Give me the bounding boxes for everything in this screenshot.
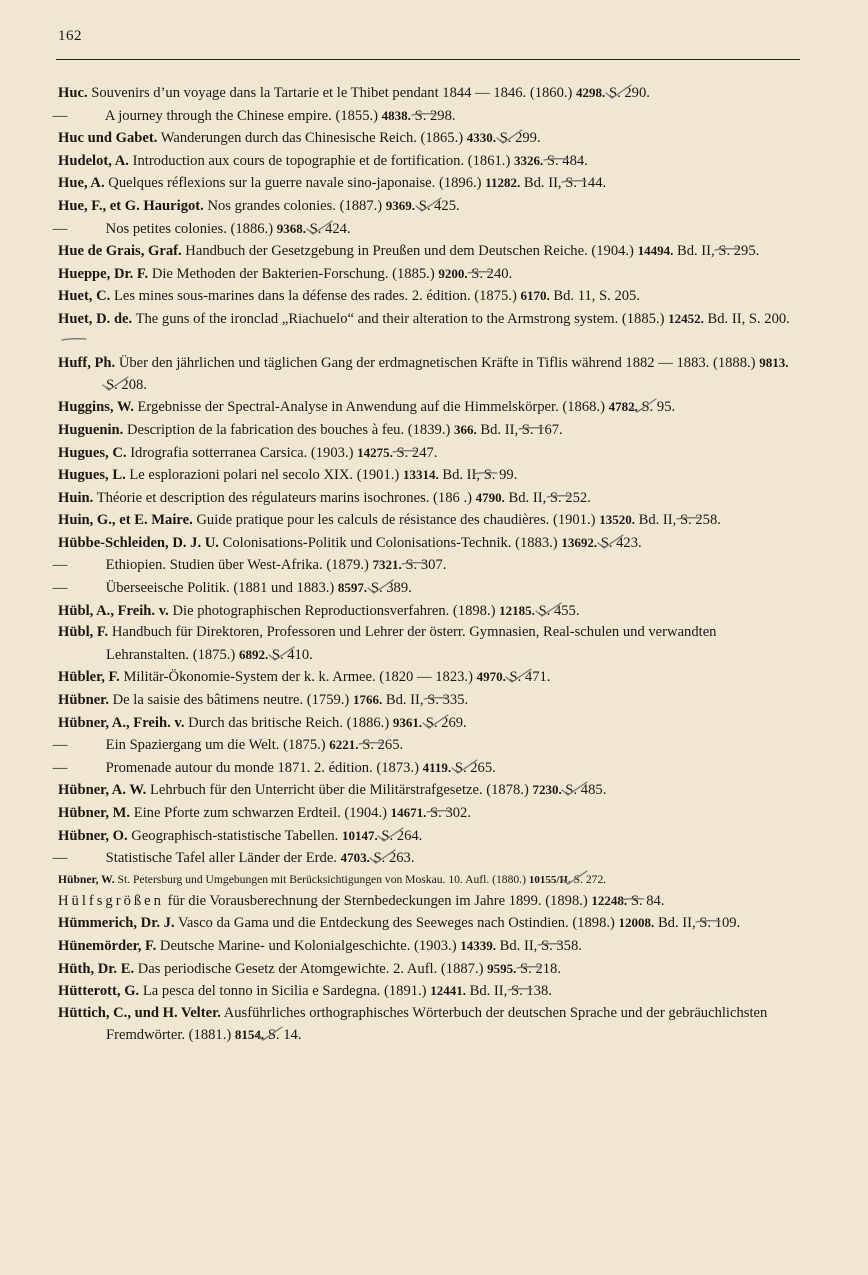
entry-title: Die photographischen Reproductionsverfahren. (1898.) <box>172 602 496 619</box>
entry-catalog-number: 9361. <box>392 714 423 730</box>
entry-catalog-number: 12185. <box>499 602 535 618</box>
ditto-dash: — <box>52 759 68 776</box>
entry-page-ref: S. 424. <box>309 220 351 237</box>
entry-title: Nos grandes colonies. (1887.) <box>207 197 383 214</box>
entry-title: Durch das britische Reich. (1886.) <box>188 714 390 731</box>
catalog-entry <box>58 802 798 825</box>
entry-page-ref: S. 240. <box>471 265 513 282</box>
catalog-entry <box>58 487 798 510</box>
entry-page-ref: Bd. II, S. 358. <box>499 937 582 954</box>
entry-author: Hübner. <box>58 692 109 709</box>
entry-page-ref: Bd. II, S. 200. <box>707 310 790 327</box>
entry-page-ref: Bd. II, S. 138. <box>469 983 552 1000</box>
entry-title: De la saisie des bâtimens neutre. (1759.) <box>112 692 350 709</box>
entry-catalog-number: 13692. <box>561 534 598 550</box>
pencil-checkmark-icon <box>414 580 444 594</box>
entry-catalog-number: 13314. <box>402 467 439 483</box>
entry-catalog-number: 9595. <box>487 960 517 976</box>
catalog-entry <box>58 308 798 352</box>
entry-title: Militär-Ökonomie-System der k. k. Armee. (1820 — 1823.) <box>123 669 473 686</box>
entry-catalog-number: 14671. <box>390 805 427 820</box>
entry-page-ref: S. 423. <box>600 534 642 551</box>
catalog-entry <box>58 958 798 981</box>
entry-page-ref: S. 290. <box>608 85 650 101</box>
entry-author: Hugues, L. <box>58 467 126 484</box>
pencil-dash-icon <box>593 490 623 504</box>
pencil-checkmark-icon <box>608 871 638 885</box>
entry-catalog-number: 6221. <box>329 737 359 753</box>
entry-title: Ergebnisse der Spectral-Analyse in Anwendung auf die Himmelskörper. (1868.) <box>137 399 605 416</box>
entry-title: Deutsche Marine- und Kolonialgeschichte. (1903.) <box>159 937 457 954</box>
entry-title: Überseeische Politik. (1881 und 1883.) <box>105 580 335 597</box>
entry-page-ref: Bd. II, S. 167. <box>480 421 563 438</box>
pencil-checkmark-icon <box>315 647 345 661</box>
pencil-checkmark-icon <box>416 850 446 864</box>
entry-author: Hübbe-Schleiden, D. J. U. <box>58 534 219 551</box>
entry-catalog-number: 14339. <box>460 937 496 953</box>
entry-page-ref: S. 484. <box>546 152 588 169</box>
pencil-dash-icon <box>473 805 503 819</box>
entry-page-ref: S. 410. <box>271 646 313 663</box>
ditto-dash: — <box>52 580 68 597</box>
entry-title: Eine Pforte zum schwarzen Erdteil. (1904.) <box>133 805 387 821</box>
pencil-checkmark-icon <box>303 1027 333 1041</box>
entry-catalog-number: 13520. <box>599 512 635 528</box>
entry-title: Le esplorazioni polari nel secolo XIX. (1901.) <box>129 467 400 484</box>
catalog-entry <box>58 890 798 913</box>
pencil-checkmark-icon <box>462 198 492 212</box>
pencil-dash-icon <box>519 467 549 481</box>
entry-catalog-number: 8154. <box>234 1027 265 1043</box>
pencil-dash-icon <box>590 153 620 167</box>
entry-catalog-number: 1766. <box>352 692 383 708</box>
ditto-dash: — <box>52 850 68 867</box>
entry-author: Hübner, M. <box>58 805 131 821</box>
entry-author: Hugues, C. <box>58 444 127 461</box>
entry-catalog-number: 10155/II. <box>528 873 571 886</box>
catalog-entry <box>58 285 798 308</box>
entry-author: Huet, D. de. <box>58 310 133 327</box>
entry-author: Huggins, W. <box>58 399 134 416</box>
entry-page-ref: Bd. II, S. 109. <box>657 915 741 932</box>
entry-catalog-number: 6170. <box>520 288 550 304</box>
entry-catalog-number: 12008. <box>618 915 655 931</box>
entry-author: Hudelot, A. <box>58 152 129 169</box>
entry-title: Introduction aux cours de topographie et de fortification. (1861.) <box>132 152 511 169</box>
entry-page-ref: S. 264. <box>381 827 423 844</box>
entry-title: Lehrbuch für den Unterricht über die Militärstrafgesetze. (1878.) <box>149 782 529 799</box>
entry-page-ref: S. 455. <box>538 602 580 619</box>
entry-author: Huin. <box>58 489 94 506</box>
catalog-entry <box>58 712 798 735</box>
entry-title: La pesca del tonno in Sicilia e Sardegna. (1891.) <box>142 983 427 1000</box>
entry-author: Hue de Grais, Graf. <box>58 243 182 260</box>
entry-page-ref: S. 485. <box>565 782 607 799</box>
entry-title: Idrografia sotterranea Carsica. (1903.) <box>130 444 354 461</box>
entry-catalog-number: 7230. <box>532 782 562 798</box>
entry-title: The guns of the ironclad „Riachuelo“ and their alteration to the Armstrong system. (1885.) <box>135 310 665 327</box>
entry-title: St. Petersburg und Umgebungen mit Berücksichtigungen von Moskau. 10. Aufl. (1880.) <box>117 872 526 886</box>
entry-author: Huguenin. <box>58 421 124 438</box>
entry-title: Les mines sous-marines dans la défense des rades. 2. édition. (1875.) <box>113 288 517 305</box>
entry-author: Hue, F., et G. Haurigot. <box>58 197 204 214</box>
entry-catalog-number: 3326. <box>513 152 544 168</box>
pencil-checkmark-icon <box>582 603 612 617</box>
entry-catalog-number: 4703. <box>340 850 370 866</box>
entry-author: Hübner, A. W. <box>58 782 147 799</box>
entry-title: Handbuch der Gesetzgebung in Preußen und dem Deutschen Reiche. (1904.) <box>185 243 634 260</box>
entry-author: Hübner, A., Freih. v. <box>58 714 185 731</box>
pencil-dash-icon <box>108 333 138 347</box>
pencil-checkmark-icon <box>543 130 573 144</box>
entry-title: Wanderungen durch das Chinesische Reich. (1865.) <box>160 130 464 147</box>
catalog-entry <box>58 263 798 286</box>
pencil-checkmark-icon <box>469 715 499 729</box>
pencil-dash-icon <box>666 893 696 907</box>
catalog-entry <box>58 150 798 173</box>
entry-author: Huc. <box>58 85 88 101</box>
entry-catalog-number: 14494. <box>637 243 674 259</box>
catalog-entry <box>52 847 798 870</box>
entry-catalog-number: 6892. <box>238 646 269 662</box>
entry-page-ref: Bd. II, S. 258. <box>638 512 721 529</box>
pencil-dash-icon <box>448 557 478 571</box>
entry-title: Ausführliches orthographisches Wörterbuch der deutschen Sprache und der gebräuchlichsten Fremdwörter. (1881.) <box>106 1004 768 1044</box>
entry-page-ref: Bd. II, S. 144. <box>523 175 607 192</box>
entry-page-ref: S. 269. <box>425 714 467 731</box>
entry-author: Hübner, W. <box>58 872 115 886</box>
pencil-checkmark-icon <box>149 377 179 391</box>
entry-catalog-number: 9813. <box>759 355 789 371</box>
entry-author: Hümmerich, Dr. J. <box>58 915 175 932</box>
pencil-checkmark-icon <box>652 85 682 99</box>
entry-title: Vasco da Gama und die Entdeckung des Seeweges nach Ostindien. (1898.) <box>178 915 615 932</box>
entry-author: Hübl, F. <box>58 624 109 641</box>
entry-catalog-number: 11282. <box>485 175 521 191</box>
entry-page-ref: S. 263. <box>373 850 415 867</box>
catalog-entry <box>58 935 798 958</box>
pencil-checkmark-icon <box>498 760 528 774</box>
entry-catalog-number: 12248. <box>591 892 628 908</box>
entry-author: Huin, G., et E. Maire. <box>58 512 193 529</box>
ditto-dash: — <box>52 557 68 574</box>
entry-catalog-number: 7321. <box>372 557 402 573</box>
entry-title: Souvenirs d’un voyage dans la Tartarie et le Thibet pendant 1844 — 1846. (1860.) <box>91 85 573 101</box>
header-rule <box>56 59 800 60</box>
entry-title: Guide pratique pour les calculs de résistance des chaudières. (1901.) <box>196 512 596 529</box>
entry-catalog-number: 9200. <box>438 265 468 281</box>
entry-title: Das periodische Gesetz der Atomgewichte. 2. Aufl. (1887.) <box>137 960 484 977</box>
catalog-entry <box>58 509 798 532</box>
entry-catalog-number: 4970. <box>476 669 506 685</box>
entry-page-ref: S. 425. <box>418 197 460 214</box>
entry-catalog-number: 4119. <box>422 759 452 775</box>
entry-page-ref: Bd. II, S. 252. <box>508 489 591 506</box>
catalog-entry <box>58 779 798 802</box>
entry-catalog-number: 12452. <box>668 310 704 326</box>
entry-page-ref: S. 299. <box>499 130 541 147</box>
pencil-checkmark-icon <box>424 828 454 842</box>
entry-title: Description de la fabrication des bouches à feu. (1839.) <box>126 421 451 438</box>
entry-catalog-number: 4790. <box>475 489 505 505</box>
entry-author: Hüttich, C., und H. Velter. <box>58 1004 221 1021</box>
entry-title: für die Vorausberechnung der Sternbedeckungen im Jahre 1899. (1898.) <box>167 892 588 909</box>
entry-catalog-number: 4838. <box>381 107 411 123</box>
pencil-dash-icon <box>554 983 584 997</box>
pencil-checkmark-icon <box>644 535 674 549</box>
pencil-dash-icon <box>470 692 500 706</box>
entry-author: Hübl, A., Freih. v. <box>58 602 169 619</box>
entry-page-ref: S. 247. <box>396 444 438 461</box>
pencil-dash-icon <box>742 915 772 929</box>
catalog-entry <box>58 195 798 218</box>
catalog-entry <box>58 442 798 465</box>
entry-title: Promenade autour du monde 1871. 2. édition. (1873.) <box>105 759 419 776</box>
entry-catalog-number: 9368. <box>276 220 306 236</box>
catalog-entry <box>52 577 798 600</box>
catalog-entry <box>58 240 798 263</box>
entry-title: Geographisch-statistische Tabellen. <box>131 827 339 844</box>
entry-page-ref: S. 84. <box>630 892 665 909</box>
pencil-dash-icon <box>723 512 753 526</box>
page-number: 162 <box>58 28 82 44</box>
entry-author: Hüth, Dr. E. <box>58 960 135 977</box>
entry-page-ref: S. 298. <box>414 107 456 124</box>
pencil-dash-icon <box>439 445 469 459</box>
entry-title: Ein Spaziergang um die Welt. (1875.) <box>105 737 326 754</box>
pencil-dash-icon <box>514 266 544 280</box>
entry-catalog-number: 12441. <box>430 983 466 999</box>
pencil-dash-icon <box>565 422 595 436</box>
catalog-entry <box>58 82 798 105</box>
entry-page-ref: S. 265. <box>362 737 404 754</box>
pencil-dash-icon <box>563 961 593 975</box>
catalog-entry <box>52 734 798 757</box>
pencil-dash-icon <box>584 938 614 952</box>
catalog-entry <box>58 870 798 890</box>
catalog-entry <box>52 218 798 241</box>
catalog-entry <box>58 419 798 442</box>
catalog-entry <box>52 105 798 128</box>
pencil-checkmark-icon <box>608 782 638 796</box>
entry-page-ref: S. 272. <box>573 872 607 886</box>
entry-page-ref: Bd. II, S. 295. <box>676 243 760 260</box>
pencil-dash-icon <box>405 737 435 751</box>
catalog-entry <box>58 825 798 848</box>
entry-catalog-number: 8597. <box>337 580 368 596</box>
entry-page-ref: S. 471. <box>509 669 551 686</box>
catalog-entry <box>52 757 798 780</box>
catalog-entry <box>58 912 798 935</box>
entry-page-ref: Bd. II, S. 99. <box>442 467 518 484</box>
ditto-dash: — <box>52 107 68 124</box>
entry-title: Die Methoden der Bakterien-Forschung. (1885.) <box>151 265 435 282</box>
entry-page-ref: S. 95. <box>641 399 676 416</box>
catalog-entry <box>58 396 798 419</box>
ditto-dash: — <box>52 737 68 754</box>
catalog-entry <box>58 689 798 712</box>
catalog-entry <box>58 352 798 396</box>
entry-spaced-title: Hülfsgrößen <box>58 892 164 909</box>
entry-title: Colonisations-Politik und Colonisations-Technik. (1883.) <box>222 534 558 551</box>
entry-title: Handbuch für Direktoren, Professoren und Lehrer der österr. Gymnasien, Real-schulen und verwandten Lehranstalten. (1875.) <box>106 624 717 663</box>
entry-author: Huc und Gabet. <box>58 130 158 147</box>
pencil-dash-icon <box>608 175 638 189</box>
pencil-checkmark-icon <box>677 399 707 413</box>
catalog-entry <box>58 1003 798 1047</box>
entry-title: Ethiopien. Studien über West-Afrika. (1879.) <box>105 557 369 574</box>
entry-author: Hübler, F. <box>58 669 120 686</box>
entry-author: Huet, C. <box>58 288 111 305</box>
entry-page-ref: S. 208. <box>106 376 147 393</box>
entry-page-ref: S. 218. <box>520 960 561 977</box>
entry-page-ref: S. 389. <box>370 580 412 597</box>
entry-catalog-number: 366. <box>454 421 477 437</box>
entry-catalog-number: 4298. <box>576 85 606 100</box>
catalog-entry <box>58 532 798 555</box>
entry-author: Hütterott, G. <box>58 983 140 1000</box>
entry-author: Huff, Ph. <box>58 355 116 372</box>
entry-title: Nos petites colonies. (1886.) <box>105 220 274 237</box>
entry-catalog-number: 10147. <box>341 827 378 843</box>
catalog-entry <box>58 666 798 689</box>
entry-author: Hue, A. <box>58 175 105 192</box>
entry-page-ref: S. 14. <box>267 1027 302 1044</box>
entry-author: Hünemörder, F. <box>58 937 157 954</box>
catalog-entry <box>58 980 798 1003</box>
entry-title: Théorie et description des régulateurs marins isochrones. (186 .) <box>96 489 472 506</box>
entry-list <box>52 82 798 1047</box>
catalog-entry <box>52 554 798 577</box>
entry-catalog-number: 14275. <box>357 444 393 460</box>
pencil-checkmark-icon <box>353 221 383 235</box>
pencil-checkmark-icon <box>552 669 582 683</box>
entry-title: A journey through the Chinese empire. (1855.) <box>104 107 379 124</box>
entry-catalog-number: 4782. <box>608 399 638 415</box>
entry-author: Hübner, O. <box>58 827 128 844</box>
catalog-entry <box>58 172 798 195</box>
entry-title: Über den jährlichen und täglichen Gang der erdmagnetischen Kräfte in Tiflis während 1882 — 1883. (1888.) <box>118 355 756 372</box>
catalog-entry <box>58 622 798 666</box>
entry-catalog-number: 4330. <box>466 130 497 146</box>
catalog-entry <box>58 464 798 487</box>
entry-title: Statistische Tafel aller Länder der Erde. <box>105 850 337 867</box>
pencil-dash-icon <box>761 243 791 257</box>
pencil-dash-icon <box>458 108 488 122</box>
entry-title: Quelques réflexions sur la guerre navale sino-japonaise. (1896.) <box>108 175 482 192</box>
entry-author: Hueppe, Dr. F. <box>58 265 149 282</box>
entry-page-ref: Bd. 11, S. 205. <box>553 288 641 305</box>
catalog-entry <box>58 600 798 623</box>
ditto-dash: — <box>52 220 68 237</box>
catalog-entry <box>58 127 798 150</box>
entry-page-ref: S. 307. <box>405 557 447 574</box>
entry-page-ref: Bd. II, S. 335. <box>385 692 469 709</box>
entry-page-ref: S. 265. <box>454 759 496 776</box>
entry-page-ref: S. 302. <box>430 805 471 821</box>
entry-catalog-number: 9369. <box>385 197 416 213</box>
